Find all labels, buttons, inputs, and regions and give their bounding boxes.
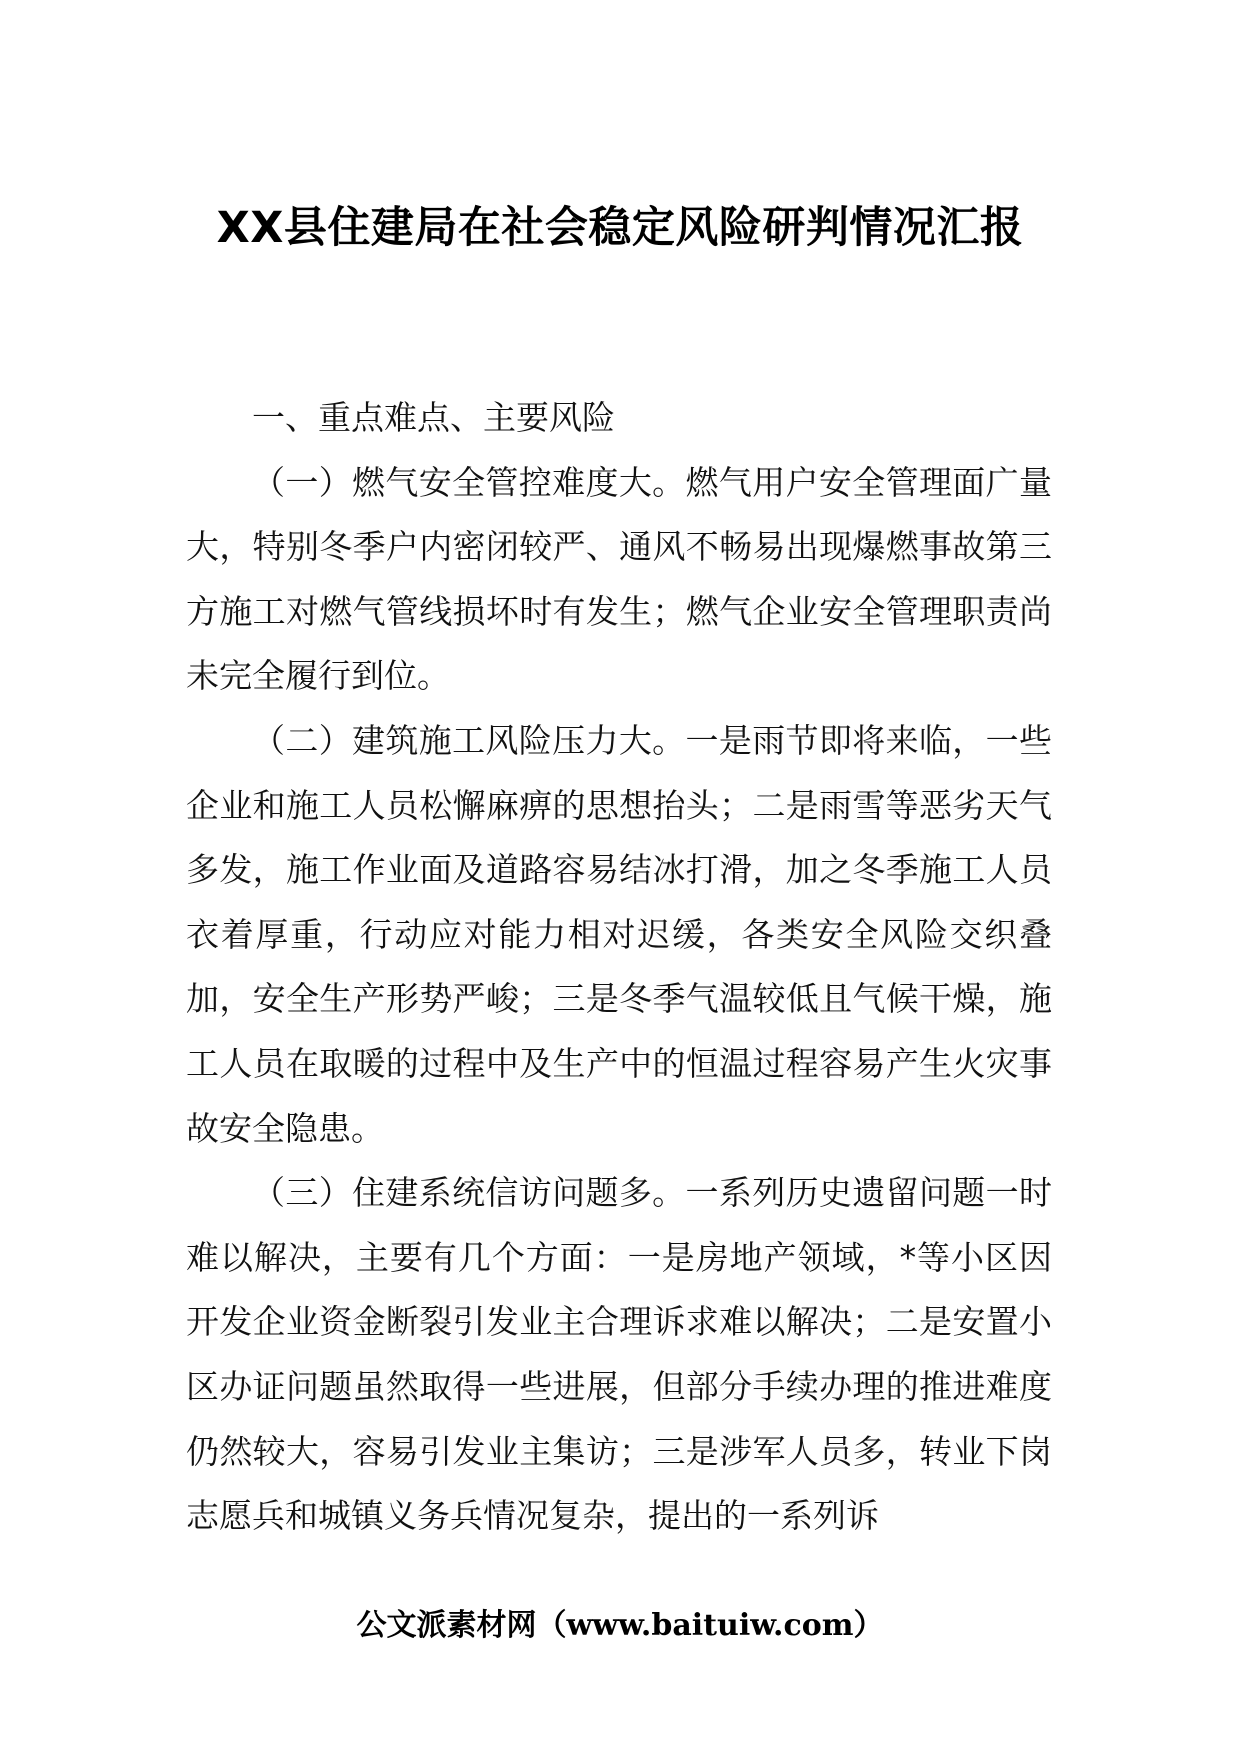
section-heading: 一、重点难点、主要风险 xyxy=(252,398,615,437)
footer-site-name: 公文派素材网 xyxy=(356,1608,537,1643)
footer-url: （www.baituiw.com） xyxy=(536,1608,884,1643)
footer-watermark xyxy=(0,1604,1240,1648)
paragraph-construction-risk: （二）建筑施工风险压力大。一是雨节即将来临，一些企业和施工人员松懈麻痹的思想抬头；二是雨雪等恶劣天气多发，施工作业面及道路容易结冰打滑，加之冬季施工人员衣着厚重，行动应对能力相对迟缓，各类安全风险交织叠加，安全生产形势严峻；三是冬季气温较低且气候干燥，施工人员在取暖的过程中及生产中的恒温过程容易产生火灾事故安全隐患。 xyxy=(186,720,1052,1148)
document-body xyxy=(186,386,1052,1549)
paragraph-petition-issues: （三）住建系统信访问题多。一系列历史遗留问题一时难以解决，主要有几个方面：一是房地产领域，*等小区因开发企业资金断裂引发业主合理诉求难以解决；二是安置小区办证问题虽然取得一些进展，但部分手续办理的推进难度仍然较大，容易引发业主集访；三是涉军人员多，转业下岗志愿兵和城镇义务兵情况复杂，提出的一系列诉 xyxy=(186,1173,1052,1536)
paragraph-gas-safety: （一）燃气安全管控难度大。燃气用户安全管理面广量大，特别冬季户内密闭较严、通风不畅易出现爆燃事故第三方施工对燃气管线损坏时有发生；燃气企业安全管理职责尚未完全履行到位。 xyxy=(186,462,1052,696)
document-title: XX县住建局在社会稳定风险研判情况汇报 xyxy=(216,203,1024,253)
